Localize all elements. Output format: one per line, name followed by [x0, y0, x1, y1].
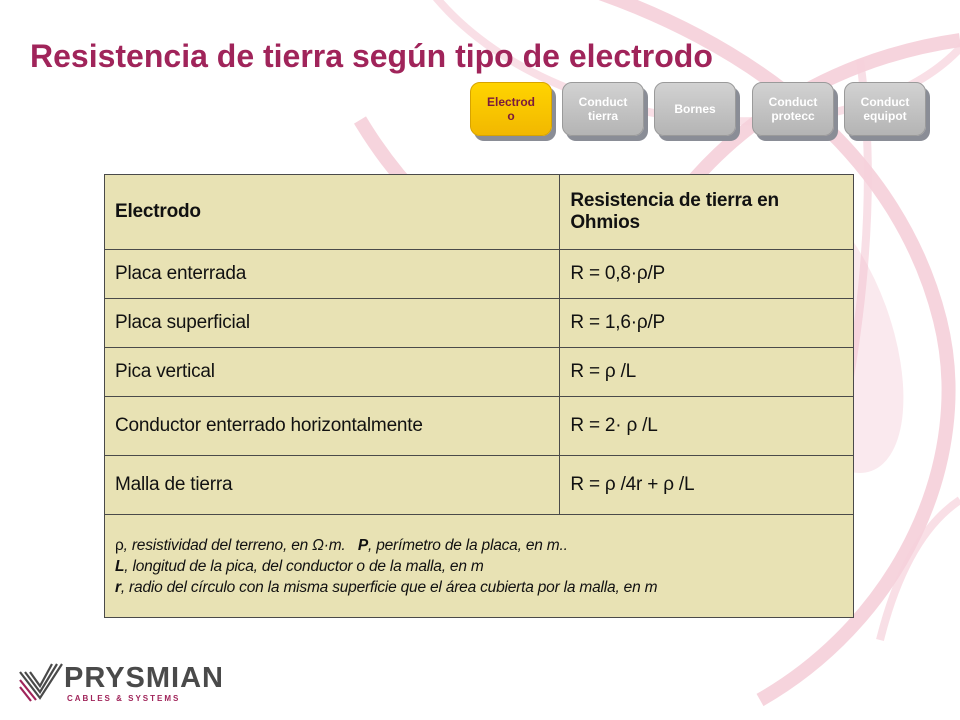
table-row: [105, 456, 854, 515]
nav-button-label: Conduct tierra: [578, 95, 628, 123]
table-row: [105, 299, 854, 348]
page-title: Resistencia de tierra según tipo de electrodo: [30, 38, 713, 74]
cell-formula: R = 1,6·ρ/P: [560, 299, 854, 348]
header-resistencia: Resistencia de tierra en Ohmios: [560, 175, 854, 250]
data-table: [104, 174, 854, 618]
cell-formula: R = ρ /L: [560, 348, 854, 397]
nav-button-label: Bornes: [674, 102, 716, 116]
cell-formula: R = 0,8·ρ/P: [560, 250, 854, 299]
logo-wordmark: PRYSMIAN: [64, 662, 224, 694]
header-electrodo: Electrodo: [105, 175, 560, 250]
note-r-line: r, radio del círculo con la misma superficie que el área cubierta por la malla, en m: [115, 578, 658, 596]
nav-button-label: Electrod o: [486, 95, 535, 123]
table-row: [105, 250, 854, 299]
cell-formula: R = ρ /4r + ρ /L: [560, 456, 854, 515]
nav-button-label: Conduct equipot: [860, 95, 910, 123]
cell-electrode: Pica vertical: [105, 348, 560, 397]
table-notes-row: [105, 515, 854, 618]
table-header-row: [105, 175, 854, 250]
nav-button-conduct-protecc[interactable]: [752, 82, 834, 136]
cell-electrode: Conductor enterrado horizontalmente: [105, 397, 560, 456]
section-nav: [0, 82, 960, 152]
cell-formula: R = 2· ρ /L: [560, 397, 854, 456]
nav-button-label: Conduct protecc: [768, 95, 818, 123]
nav-button-electrodo[interactable]: [470, 82, 552, 136]
cell-electrode: Malla de tierra: [105, 456, 560, 515]
nav-button-conduct-tierra[interactable]: [562, 82, 644, 136]
cell-electrode: Placa enterrada: [105, 250, 560, 299]
electrode-resistance-table: [104, 174, 854, 618]
table-row: [105, 397, 854, 456]
nav-button-conduct-equipot[interactable]: [844, 82, 926, 136]
nav-button-bornes[interactable]: [654, 82, 736, 136]
note-rho-line: ρ, resistividad del terreno, en Ω·m. P, perímetro de la placa, en m..: [115, 536, 568, 554]
table-notes: [105, 515, 854, 618]
logo-tagline: CABLES & SYSTEMS: [67, 694, 181, 703]
note-l-line: L, longitud de la pica, del conductor o de la malla, en m: [115, 557, 484, 575]
prysmian-logo-icon: [18, 660, 64, 702]
cell-electrode: Placa superficial: [105, 299, 560, 348]
table-row: [105, 348, 854, 397]
